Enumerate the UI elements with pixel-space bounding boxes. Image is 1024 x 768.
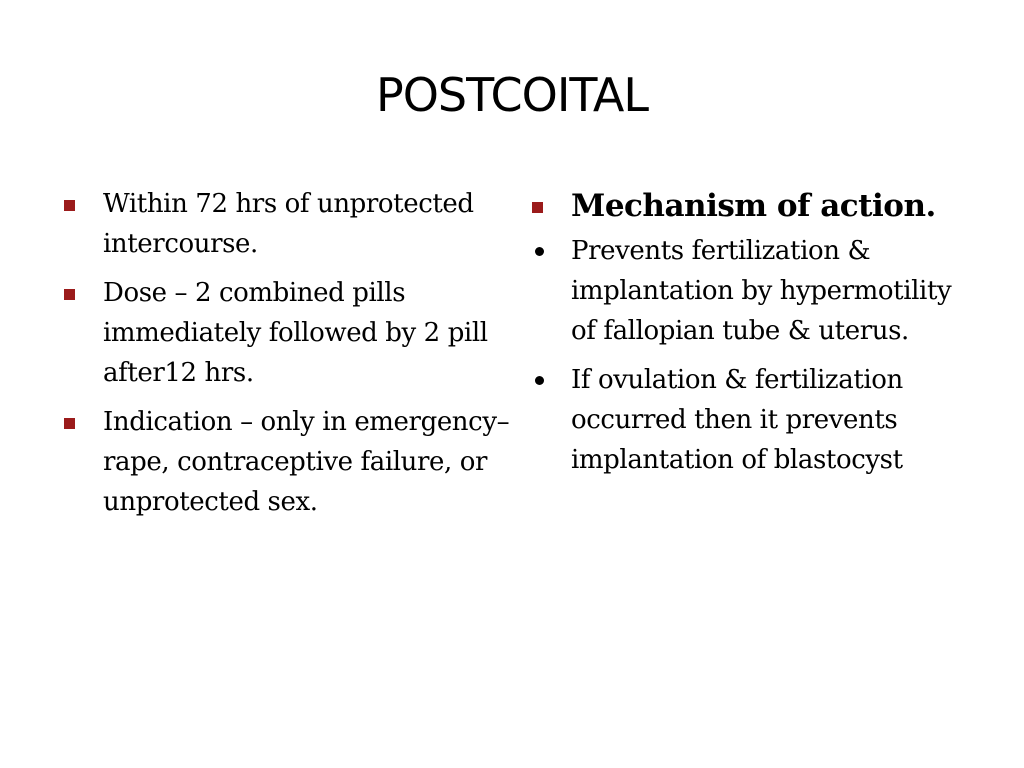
right-heading-item <box>528 184 968 229</box>
right-bullet-text: Prevents fertilization & implantation by hypermotility of fallopian tube & uterus. <box>571 236 952 346</box>
square-bullet-icon <box>64 418 75 429</box>
right-bullet-text: If ovulation & fertilization occurred then it prevents implantation of blastocyst <box>571 365 903 475</box>
right-column <box>528 184 968 489</box>
right-bullet-item <box>528 360 968 480</box>
round-bullet-icon <box>535 247 544 256</box>
right-bullet-list <box>528 231 968 480</box>
left-bullet-text: Indication – only in emergency– rape, contraceptive failure, or unprotected sex. <box>103 407 510 517</box>
left-bullet-item <box>60 402 510 522</box>
right-heading-text: Mechanism of action. <box>571 188 936 224</box>
left-bullet-list <box>60 184 510 522</box>
square-bullet-icon <box>64 289 75 300</box>
left-column <box>60 184 510 531</box>
square-bullet-icon <box>532 202 543 213</box>
right-bullet-item <box>528 231 968 351</box>
square-bullet-icon <box>64 200 75 211</box>
slide-title: POSTCOITAL <box>375 68 649 122</box>
round-bullet-icon <box>535 376 544 385</box>
left-bullet-item <box>60 273 510 393</box>
left-bullet-text: Within 72 hrs of unprotected intercourse. <box>103 189 474 259</box>
left-bullet-text: Dose – 2 combined pills immediately followed by 2 pill after12 hrs. <box>103 278 488 388</box>
left-bullet-item <box>60 184 510 264</box>
